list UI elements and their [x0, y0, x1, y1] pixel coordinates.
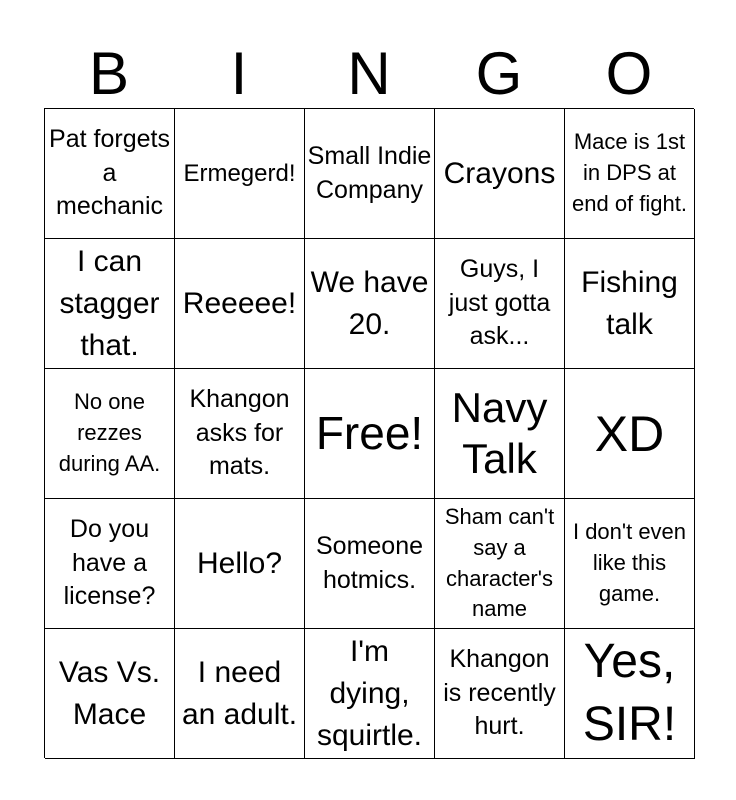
bingo-cell[interactable]: Reeeee! [175, 239, 305, 369]
bingo-cell[interactable]: Fishing talk [565, 239, 695, 369]
bingo-cell[interactable]: We have 20. [305, 239, 435, 369]
bingo-board [44, 108, 694, 758]
bingo-cell[interactable]: I don't even like this game. [565, 499, 695, 629]
bingo-cell[interactable]: Yes, SIR! [565, 629, 695, 759]
bingo-cell[interactable]: Free! [305, 369, 435, 499]
bingo-cell[interactable]: I can stagger that. [45, 239, 175, 369]
bingo-cell[interactable]: I need an adult. [175, 629, 305, 759]
bingo-header [44, 40, 694, 107]
bingo-cell[interactable]: Khangon is recently hurt. [435, 629, 565, 759]
bingo-cell[interactable]: Navy Talk [435, 369, 565, 499]
header-letter-n: N [347, 40, 391, 107]
bingo-cell[interactable]: Small Indie Company [305, 109, 435, 239]
header-letter-b: B [88, 40, 130, 107]
bingo-cell[interactable]: Do you have a license? [45, 499, 175, 629]
header-letter-g: G [475, 40, 523, 107]
bingo-cell[interactable]: Hello? [175, 499, 305, 629]
bingo-cell[interactable]: Ermegerd! [175, 109, 305, 239]
header-letter-i: I [230, 40, 248, 107]
bingo-cell[interactable]: Vas Vs. Mace [45, 629, 175, 759]
bingo-cell[interactable]: Crayons [435, 109, 565, 239]
bingo-cell[interactable]: Khangon asks for mats. [175, 369, 305, 499]
bingo-cell[interactable]: Sham can't say a character's name [435, 499, 565, 629]
bingo-cell[interactable]: Mace is 1st in DPS at end of fight. [565, 109, 695, 239]
bingo-cell[interactable]: No one rezzes during AA. [45, 369, 175, 499]
bingo-cell[interactable]: XD [565, 369, 695, 499]
bingo-cell[interactable]: Guys, I just gotta ask... [435, 239, 565, 369]
header-letter-o: O [605, 40, 653, 107]
bingo-cell[interactable]: Pat forgets a mechanic [45, 109, 175, 239]
bingo-cell[interactable]: I'm dying, squirtle. [305, 629, 435, 759]
bingo-cell[interactable]: Someone hotmics. [305, 499, 435, 629]
